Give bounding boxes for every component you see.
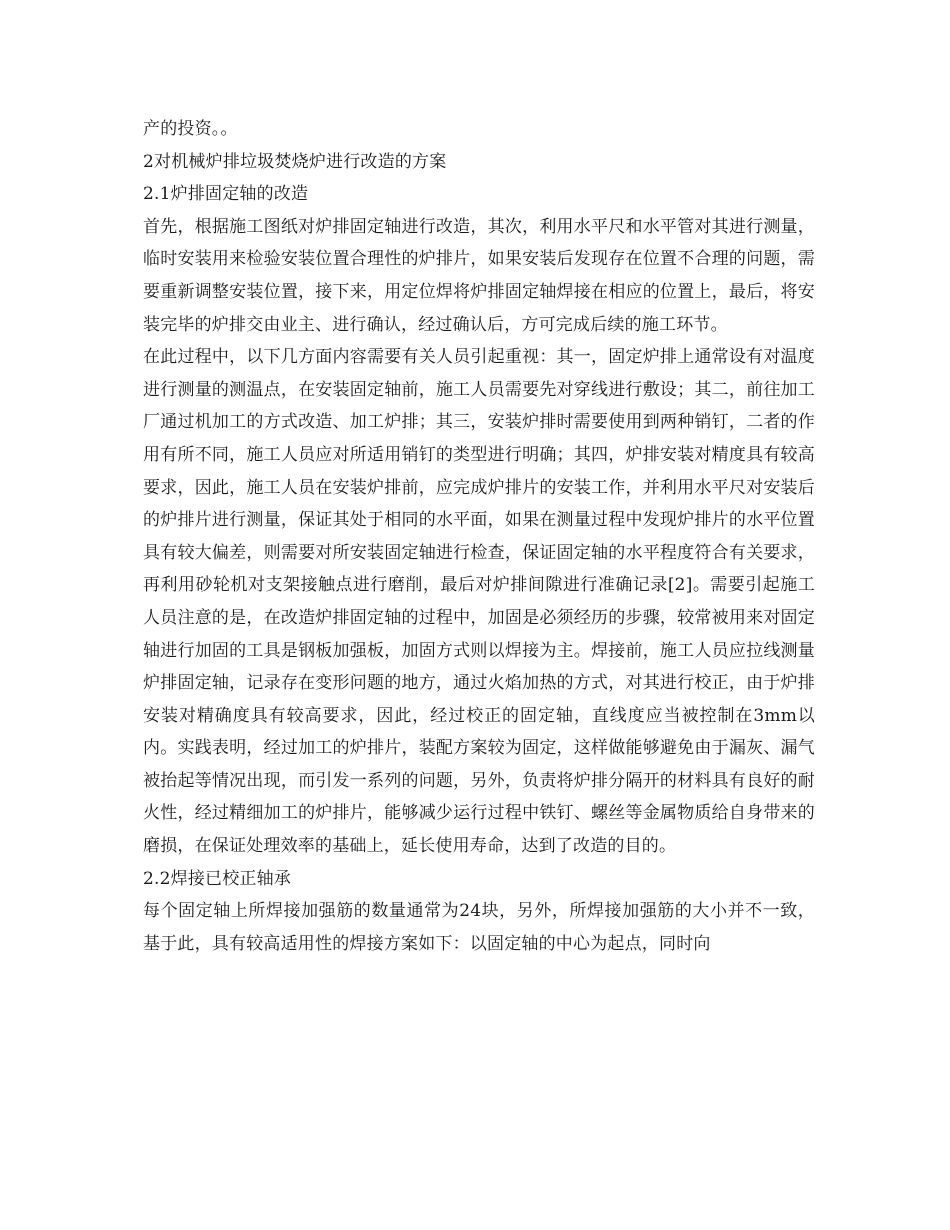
- section-2-heading: 2对机械炉排垃圾焚烧炉进行改造的方案: [143, 151, 447, 172]
- section-2-1-heading: 2.1炉排固定轴的改造: [143, 184, 309, 205]
- section-2-1-paragraph-1: 首先，根据施工图纸对炉排固定轴进行改造，其次，利用水平尺和水平管对其进行测量，临时安装用来检验安装位置合理性的炉排片，如果安装后发现存在位置不合理的问题，需要重新调整安装位置，接下来，用定位焊将炉排固定轴焊接在相应的位置上，最后，将安装完毕的炉排交由业主、进行确认，经过确认后，方可完成后续的施工环节。: [143, 216, 815, 335]
- intro-tail-text: 产的投资。。: [143, 119, 238, 139]
- document-page: [143, 113, 815, 960]
- section-2-2-paragraph-1: 每个固定轴上所焊接加强筋的数量通常为24块，另外，所焊接加强筋的大小并不一致，基于此，具有较高适用性的焊接方案如下：以固定轴的中心为起点，同时向: [143, 901, 815, 954]
- section-2-1-paragraph-2: 在此过程中，以下几方面内容需要有关人员引起重视：其一，固定炉排上通常设有对温度进行测量的测温点，在安装固定轴前，施工人员需要先对穿线进行敷设；其二，前往加工厂通过机加工的方式改造、加工炉排；其三，安装炉排时需要使用到两种销钉，二者的作用有所不同，施工人员应对所适用销钉的类型进行明确；其四，炉排安装对精度具有较高要求，因此，施工人员在安装炉排前，应完成炉排片的安装工作，并利用水平尺对安装后的炉排片进行测量，保证其处于相同的水平面，如果在测量过程中发现炉排片的水平位置具有较大偏差，则需要对所安装固定轴进行检查，保证固定轴的水平程度符合有关要求，再利用砂轮机对支架接触点进行磨削，最后对炉排间隙进行准确记录[2]。需要引起施工人员注意的是，在改造炉排固定轴的过程中，加固是必须经历的步骤，较常被用来对固定轴进行加固的工具是钢板加强板，加固方式则以焊接为主。焊接前，施工人员应拉线测量炉排固定轴，记录存在变形问题的地方，通过火焰加热的方式，对其进行校正，由于炉排安装对精确度具有较高要求，因此，经过校正的固定轴，直线度应当被控制在3mm以内。实践表明，经过加工的炉排片，装配方案较为固定，这样做能够避免由于漏灰、漏气被抬起等情况出现，而引发一系列的问题，另外，负责将炉排分隔开的材料具有良好的耐火性，经过精细加工的炉排片，能够减少运行过程中铁钉、螺丝等金属物质给自身带来的磨损，在保证处理效率的基础上，延长使用寿命，达到了改造的目的。: [143, 347, 815, 857]
- section-2-2-heading: 2.2焊接已校正轴承: [143, 868, 292, 889]
